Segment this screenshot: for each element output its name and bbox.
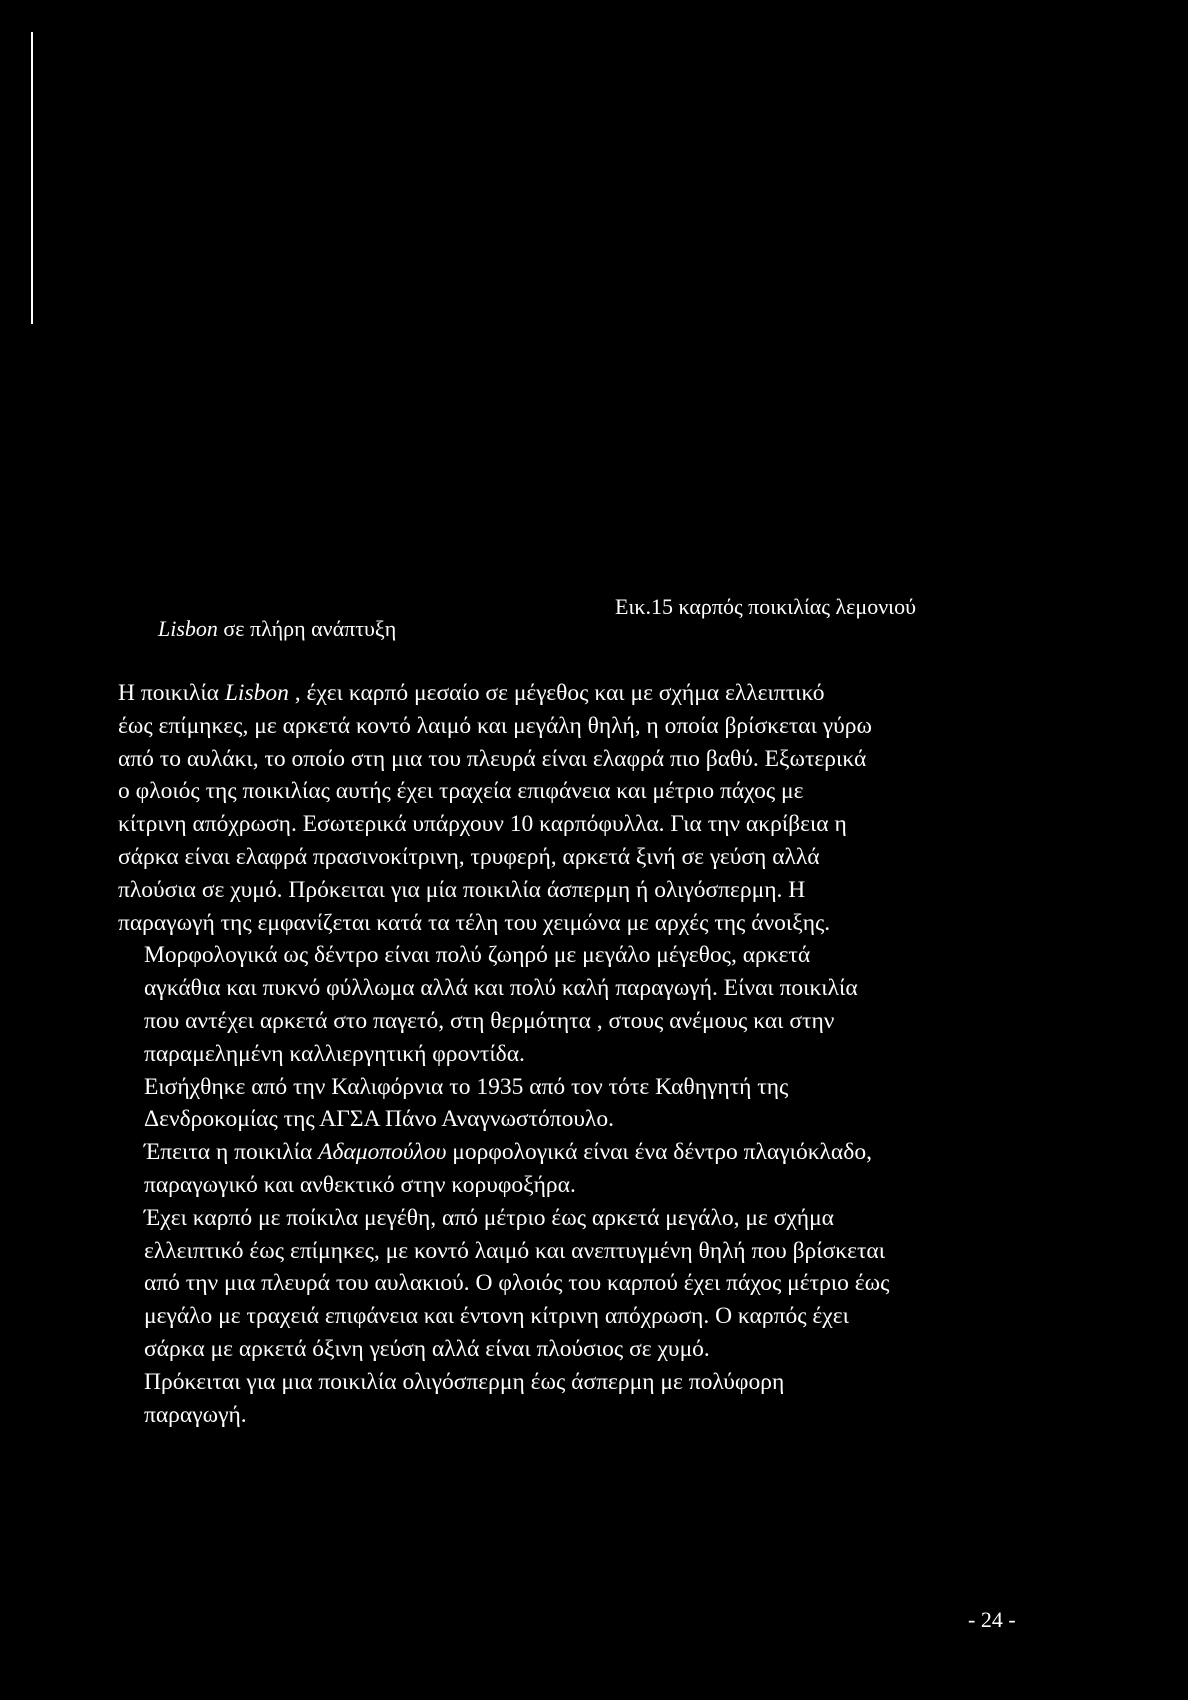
text-line — [118, 1300, 1058, 1333]
text-line — [118, 1103, 1058, 1136]
text-line — [118, 1005, 1058, 1038]
text-run: Μορφολογικά ως δέντρο είναι πολύ ζωηρό με μεγάλο μέγεθος, αρκετά — [144, 942, 811, 969]
text-line — [118, 1169, 1058, 1202]
text-run: παραγωγή της εμφανίζεται κατά τα τέλη του χειμώνα με αρχές της άνοιξης. — [118, 909, 831, 936]
italic-run: Αδαμοπούλου — [318, 1139, 447, 1166]
text-run: Εισήχθηκε από την Καλιφόρνια το 1935 από τον τότε Καθηγητή της — [144, 1073, 789, 1100]
text-run: Η ποικιλία — [118, 680, 225, 706]
text-line — [118, 743, 1058, 776]
photo-caption-left — [158, 616, 396, 642]
figure-caption: Εικ.15 καρπός ποικιλίας λεμονιού — [615, 594, 916, 619]
paragraph — [118, 1366, 1058, 1432]
text-run: σάρκα είναι ελαφρά πρασινοκίτρινη, τρυφερή, αρκετά ξινή σε γεύση αλλά — [118, 843, 820, 870]
text-line — [118, 841, 1058, 874]
text-line — [118, 1267, 1058, 1300]
text-line — [118, 808, 1058, 841]
italic-run: Lisbon — [224, 680, 289, 706]
text-line — [118, 677, 1058, 710]
paragraph — [118, 1136, 1058, 1202]
text-line — [118, 939, 1058, 972]
text-run: ελλειπτικό έως επίμηκες, με κοντό λαιμό και ανεπτυγμένη θηλή που βρίσκεται — [144, 1237, 886, 1264]
page-number: - 24 - — [968, 1607, 1016, 1632]
text-line — [118, 972, 1058, 1005]
text-run: πλούσια σε χυμό. Πρόκειται για μία ποικιλία άσπερμη ή ολιγόσπερμη. Η — [118, 876, 806, 903]
caption-variety-name: Lisbon — [158, 616, 218, 641]
text-line — [118, 1038, 1058, 1071]
paragraph — [118, 939, 1058, 1070]
text-run: Έπειτα η ποικιλία — [144, 1139, 319, 1166]
text-line — [118, 907, 1058, 940]
paragraph — [118, 1202, 1058, 1366]
text-run: σάρκα με αρκετά όξινη γεύση αλλά είναι πλούσιος σε χυμό. — [144, 1335, 710, 1362]
text-line — [118, 1136, 1058, 1169]
text-line — [118, 1399, 1058, 1432]
text-run: αγκάθια και πυκνό φύλλωμα αλλά και πολύ καλή παραγωγή. Είναι ποικιλία — [144, 975, 858, 1002]
text-run: ο φλοιός της ποικιλίας αυτής έχει τραχεία επιφάνεια και μέτριο πάχος με — [118, 778, 804, 805]
text-line — [118, 1235, 1058, 1268]
text-run: Δενδροκομίας της ΑΓΣΑ Πάνο Αναγνωστόπουλο. — [144, 1106, 615, 1133]
text-run: παραγωγή. — [144, 1401, 247, 1428]
text-line — [118, 1333, 1058, 1366]
text-line — [118, 775, 1058, 808]
text-run: παραμελημένη καλλιεργητική φροντίδα. — [144, 1040, 525, 1067]
paragraph — [118, 1071, 1058, 1137]
text-line — [118, 710, 1058, 743]
text-line — [118, 874, 1058, 907]
text-line — [118, 1202, 1058, 1235]
text-run: από την μια πλευρά του αυλακιού. Ο φλοιός του καρπού έχει πάχος μέτριο έως — [144, 1270, 890, 1297]
body-text — [118, 677, 1058, 1431]
text-run: έως επίμηκες, με αρκετά κοντό λαιμό και μεγάλη θηλή, η οποία βρίσκεται γύρω — [118, 712, 872, 739]
paragraph — [118, 677, 1058, 939]
margin-line — [31, 32, 33, 324]
text-run: από το αυλάκι, το οποίο στη μια του πλευρά είναι ελαφρά πιο βαθύ. Εξωτερικά — [118, 745, 867, 772]
text-run: μεγάλο με τραχειά επιφάνεια και έντονη κίτρινη απόχρωση. Ο καρπός έχει — [144, 1303, 849, 1330]
text-run: παραγωγικό και ανθεκτικό στην κορυφοξήρα. — [144, 1171, 576, 1198]
text-line — [118, 1366, 1058, 1399]
text-run: Έχει καρπό με ποίκιλα μεγέθη, από μέτριο έως αρκετά μεγάλο, με σχήμα — [144, 1204, 834, 1231]
text-run: που αντέχει αρκετά στο παγετό, στη θερμότητα , στους ανέμους και στην — [144, 1007, 835, 1034]
text-run: κίτρινη απόχρωση. Εσωτερικά υπάρχουν 10 καρπόφυλλα. Για την ακρίβεια η — [118, 811, 847, 838]
text-run: Πρόκειται για μια ποικιλία ολιγόσπερμη έως άσπερμη με πολύφορη — [144, 1368, 785, 1395]
caption-left-text: σε πλήρη ανάπτυξη — [217, 616, 397, 641]
text-line — [118, 1071, 1058, 1104]
text-run: , έχει καρπό μεσαίο σε μέγεθος και με σχήμα ελλειπτικό — [288, 680, 825, 706]
text-run: μορφολογικά είναι ένα δέντρο πλαγιόκλαδο, — [446, 1139, 872, 1166]
